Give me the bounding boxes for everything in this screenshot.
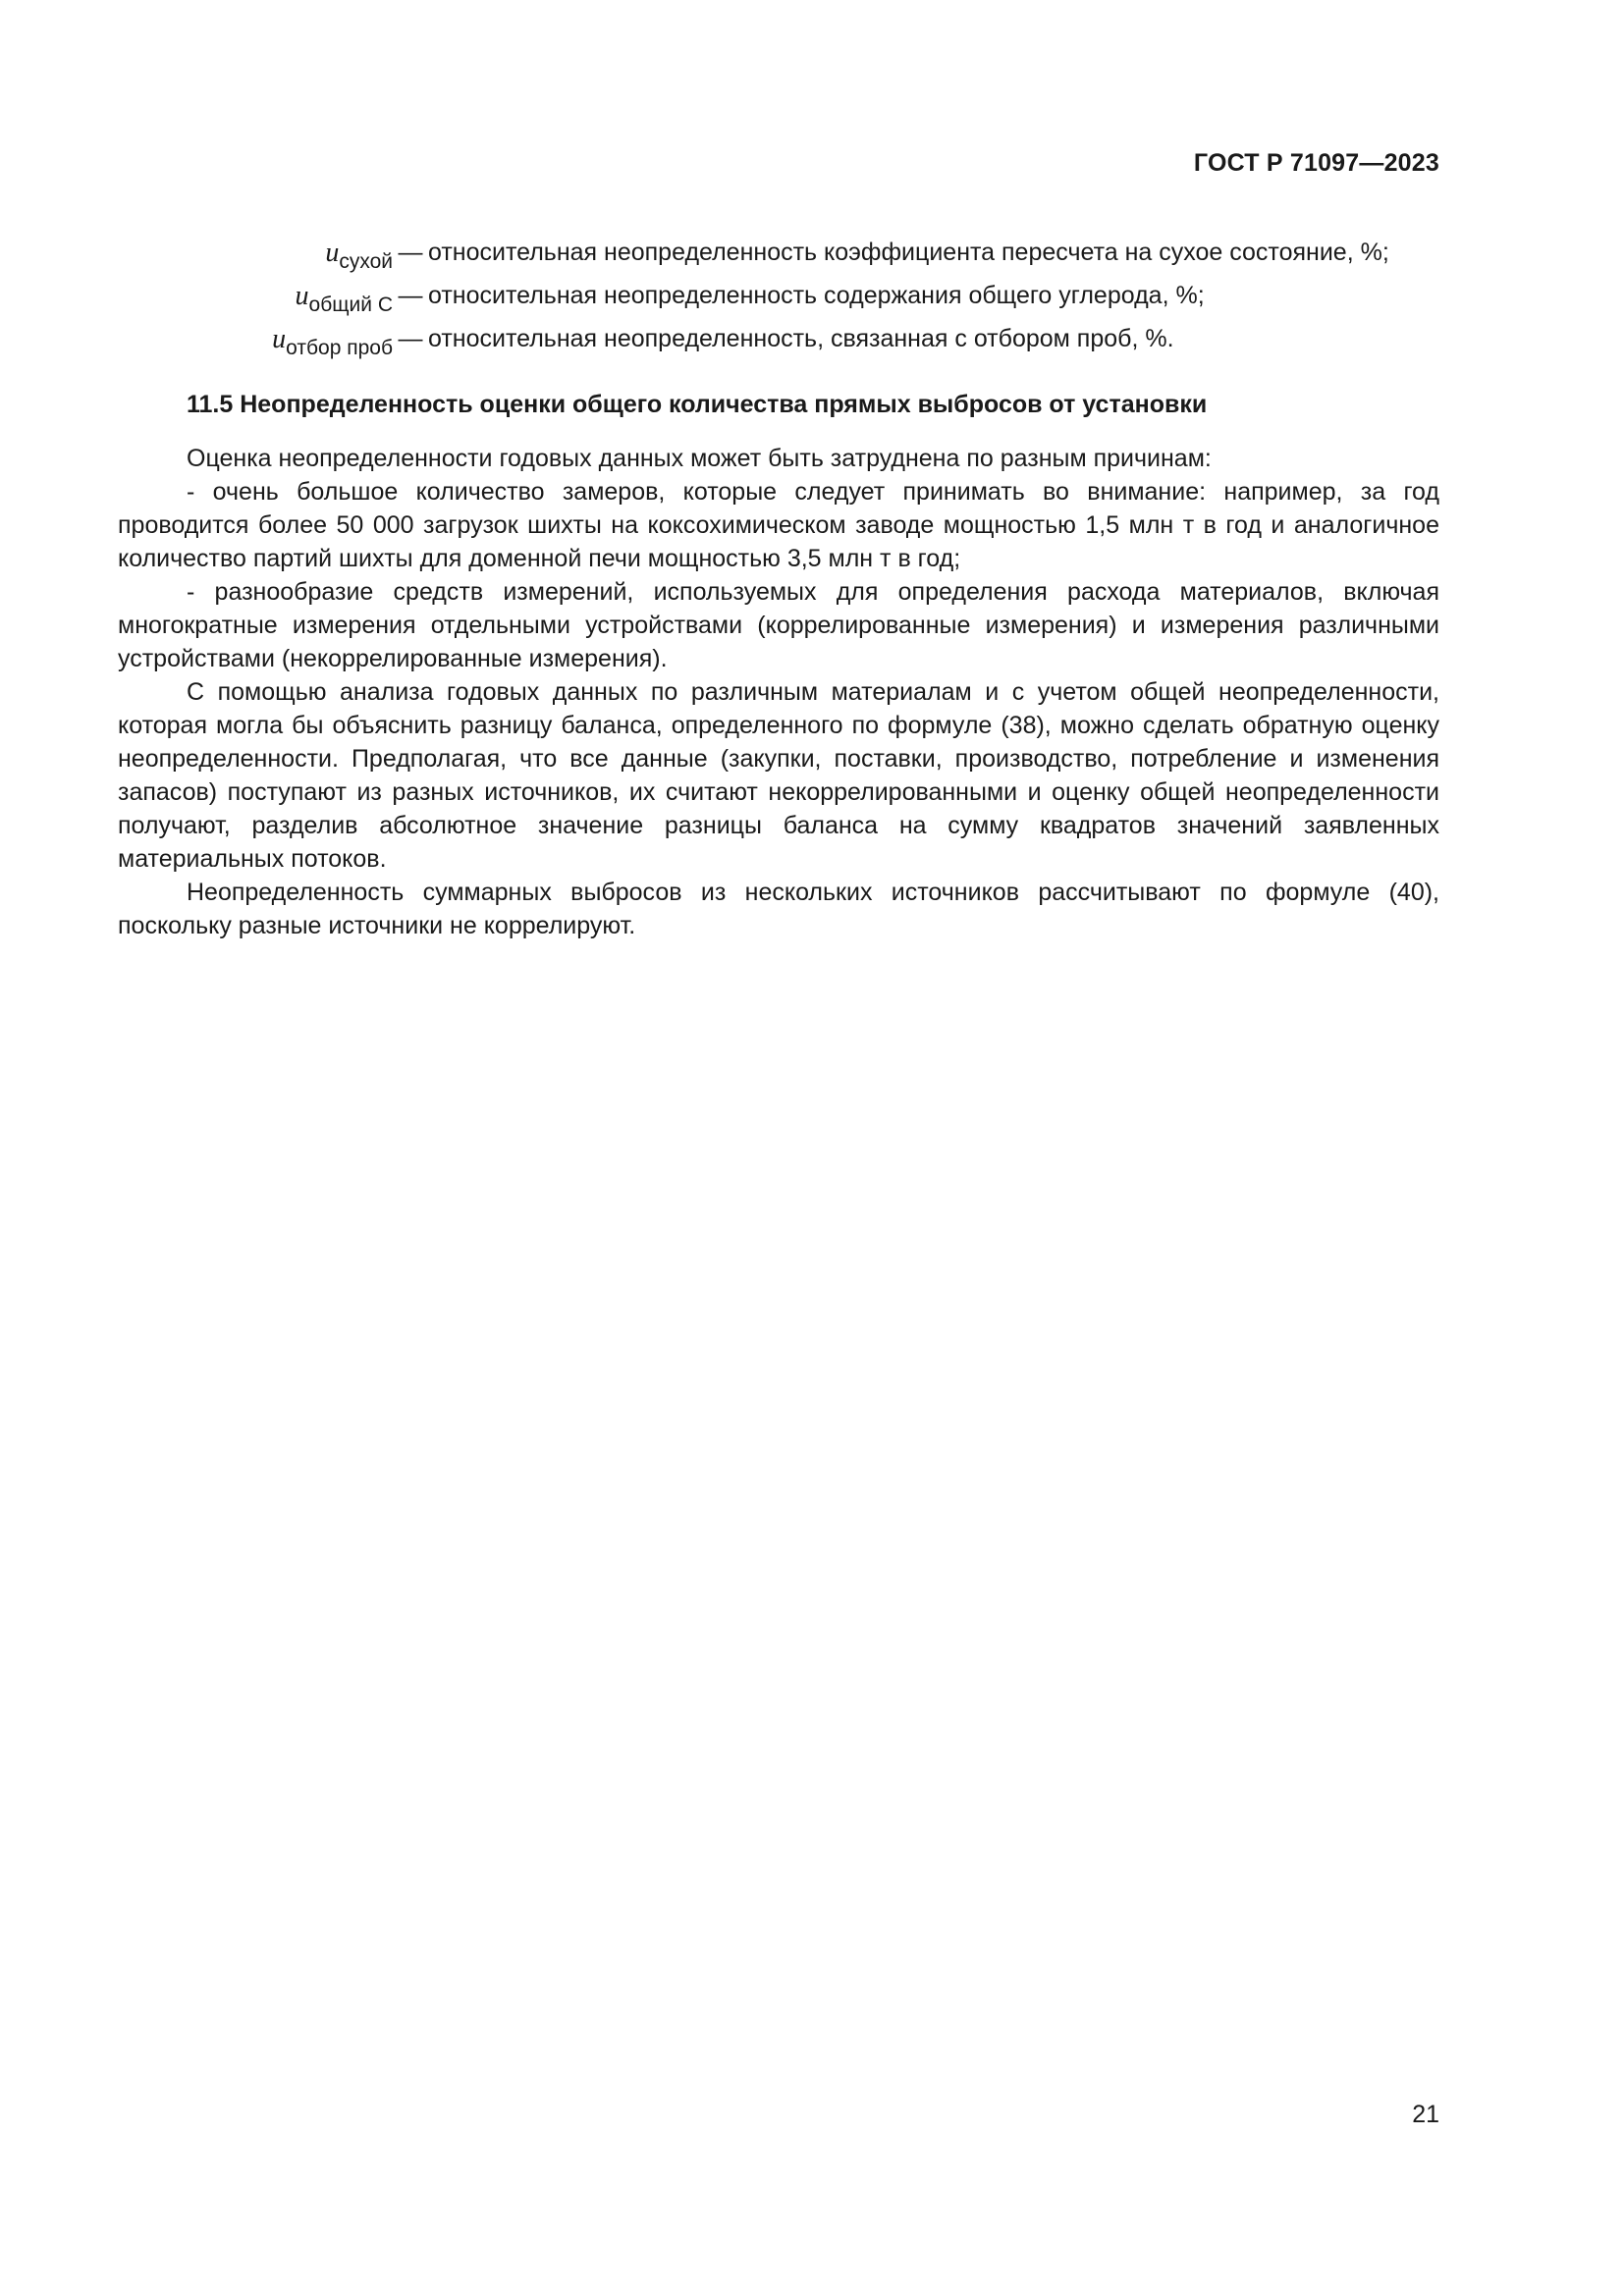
definition-row bbox=[118, 322, 1439, 365]
definition-symbol bbox=[118, 279, 393, 322]
section-heading: 11.5 Неопределенность оценки общего количества прямых выбросов от установки bbox=[187, 391, 1208, 418]
definition-dash: — bbox=[398, 325, 423, 352]
definition-row bbox=[118, 236, 1439, 279]
definition-text: относительная неопределенность, связанная с отбором проб, %. bbox=[428, 325, 1174, 352]
document-code: ГОСТ Р 71097—2023 bbox=[1193, 149, 1439, 177]
definition-dash: — bbox=[398, 282, 423, 309]
definition-dash: — bbox=[398, 239, 423, 266]
definition-text: относительная неопределенность коэффициента пересчета на сухое состояние, %; bbox=[428, 239, 1389, 266]
symbol-letter: u bbox=[325, 238, 340, 268]
symbol-definitions bbox=[118, 236, 1439, 365]
paragraph: С помощью анализа годовых данных по различным материалам и с учетом общей неопределенности, которая могла бы объяснить разницу баланса, определенного по формуле (38), можно сделать обратную оценку неопределенности. Предполагая, что все данные (закупки, поставки, производство, потребление и изменения запасов) поступают из разных источников, их считают некоррелированными и оценку общей неопределенности получают, разделив абсолютное значение разницы баланса на сумму квадратов значений заявленных материальных потоков. bbox=[118, 678, 1439, 873]
symbol-letter: u bbox=[272, 324, 287, 354]
paragraph: - разнообразие средств измерений, используемых для определения расхода материалов, включая многократные измерения отдельными устройствами (коррелированные измерения) и измерения различными устройствами (некоррелированные измерения). bbox=[118, 578, 1439, 672]
page-number: 21 bbox=[1412, 2101, 1439, 2128]
definition-symbol bbox=[118, 236, 393, 279]
symbol-subscript: общий C bbox=[308, 294, 393, 316]
section-body bbox=[118, 442, 1439, 942]
symbol-letter: u bbox=[295, 281, 309, 311]
paragraph: Оценка неопределенности годовых данных может быть затруднена по разным причинам: bbox=[187, 445, 1212, 472]
symbol-subscript: отбор проб bbox=[286, 337, 393, 359]
symbol-subscript: сухой bbox=[339, 250, 393, 273]
paragraph: Неопределенность суммарных выбросов из нескольких источников рассчитывают по формуле (40), поскольку разные источники не коррелируют. bbox=[118, 879, 1439, 939]
definition-symbol bbox=[118, 322, 393, 365]
definition-row bbox=[118, 279, 1439, 322]
paragraph: - очень большое количество замеров, которые следует принимать во внимание: например, за год проводится более 50 000 загрузок шихты на коксохимическом заводе мощностью 1,5 млн т в год и аналогичное количество партий шихты для доменной печи мощностью 3,5 млн т в год; bbox=[118, 478, 1439, 572]
definition-text: относительная неопределенность содержания общего углерода, %; bbox=[428, 282, 1205, 309]
